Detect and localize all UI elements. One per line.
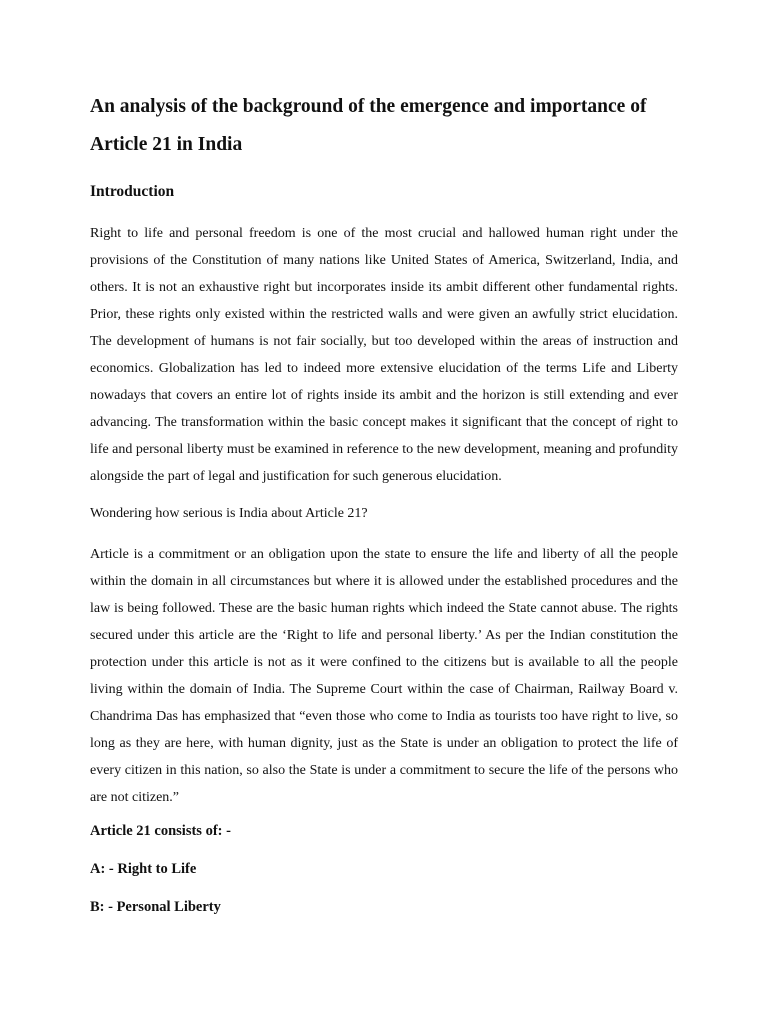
list-intro: Article 21 consists of: - [90, 823, 231, 839]
list-item-personal-liberty: B: - Personal Liberty [90, 899, 221, 915]
list-item-right-to-life: A: - Right to Life [90, 861, 197, 877]
document-title: An analysis of the background of the emergence and importance of Article 21 in India [90, 96, 647, 155]
article-paragraph: Article is a commitment or an obligation upon the state to ensure the life and liberty of all the people within the domain in all circumstances but where it is allowed under the established procedures and the law is being followed. These are the basic human rights which indeed the State cannot abuse. The rights secured under this article are the ‘Right to life and personal liberty.’ As per the Indian constitution the protection under this article is not as it were confined to the citizens but is available to all the people living within the domain of India. The Supreme Court within the case of Chairman, Railway Board v. Chandrima Das has emphasized that “even those who come to India as tourists too have right to live, so long as they are here, with human dignity, just as the State is under an obligation to protect the life of every citizen in this nation, so also the State is under a commitment to secure the life of the persons who are not citizen.” [90, 547, 678, 805]
intro-paragraph: Right to life and personal freedom is one of the most crucial and hallowed human right under the provisions of the Constitution of many nations like United States of America, Switzerland, India, and others. It is not an exhaustive right but incorporates inside its ambit different other fundamental rights. Prior, these rights only existed within the restricted walls and were given an awfully strict elucidation. The development of humans is not fair socially, but too developed within the areas of instruction and economics. Globalization has led to indeed more extensive elucidation of the terms Life and Liberty nowadays that covers an entire lot of rights inside its ambit and the horizon is still extending and ever advancing. The transformation within the basic concept makes it significant that the concept of right to life and personal liberty must be examined in reference to the new development, meaning and profundity alongside the part of legal and justification for such generous elucidation. [90, 226, 678, 484]
section-heading-introduction: Introduction [90, 183, 175, 200]
document-body [90, 88, 678, 935]
question-paragraph: Wondering how serious is India about Article 21? [90, 506, 368, 521]
